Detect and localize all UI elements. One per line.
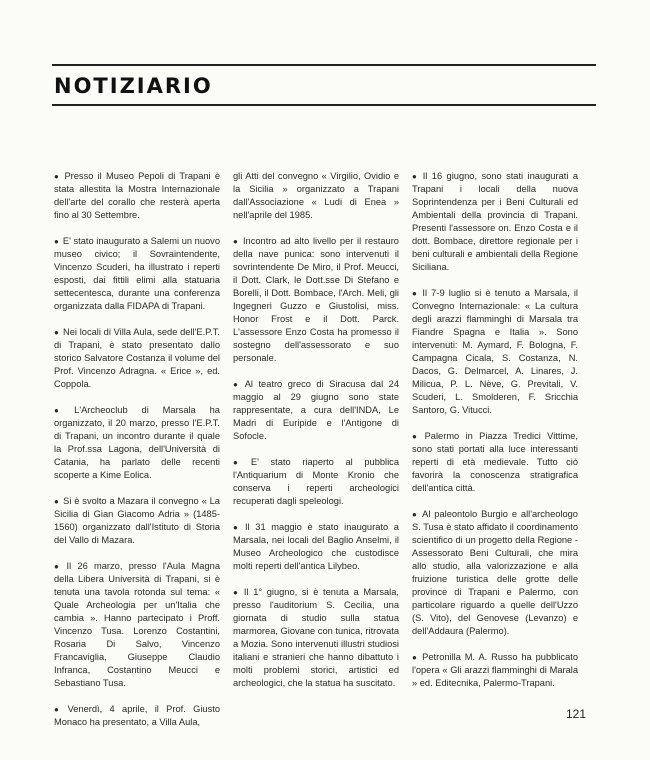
- news-item-text: E' stato riaperto al pubblica l'Antiquarium di Monte Kronio che conserva i reperti archeologici recuperati dagli speleologi.: [233, 457, 399, 506]
- news-item: [412, 287, 578, 417]
- news-item-text: Al paleontolo Burgio e all'archeologo S. Tusa è stato affidato il coordinamento scientifico di un progetto della Regione - Assessorato Beni Culturali, che mira allo studio, alla valorizzazione e alla fruizione turistica delle grotte delle province di Trapani e Palermo, con particolare riguardo a quelle dell'Uzzo (S. Vito), del Genovese (Levanzo) e dell'Addaura (Palermo).: [412, 509, 578, 636]
- news-item-text: Il 16 giugno, sono stati inaugurati a Trapani i locali della nuova Soprintendenza per i Beni Culturali ed Ambientali della provincia di Trapani. Presenti l'assessore on. Enzo Costa e il dott. Bombace, direttore regionale per i beni culturali e ambientali della Regione Siciliana.: [412, 171, 578, 272]
- news-item: [412, 508, 578, 638]
- bullet-icon: ●: [233, 237, 239, 246]
- news-item-text: Presso il Museo Pepoli di Trapani è stata allestita la Mostra Internazionale dell'arte del corallo che resterà aperta fino al 30 Settembre.: [54, 171, 220, 220]
- news-item: [412, 651, 578, 690]
- news-item-text: Petronilla M. A. Russo ha pubblicato l'opera « Gli arazzi flamminghi di Marala » ed. Editecnika, Palermo-Trapani.: [412, 652, 578, 688]
- news-item: [54, 560, 220, 690]
- bullet-icon: ●: [54, 497, 60, 506]
- news-item-text: Il 26 marzo, presso l'Aula Magna della Libera Università di Trapani, si è tenuta una tavola rotonda sul tema: « Quale Archeologia per un'Italia che cambia ». Hanno partecipato i Proff. Vincenzo Tusa. Lorenzo Costantini, Rosaria Di Salvo, Vincenzo Francaviglia, Giuseppe Claudio Infranca, Costantino Meucci e Sebastiano Tusa.: [54, 561, 220, 688]
- news-item-text: Palermo in Piazza Tredici Vittime, sono stati portati alla luce interessanti reperti di età medievale. Tutto ciò favorirà la conoscenza stratigrafica dell'antica città.: [412, 431, 578, 493]
- news-item-text: Incontro ad alto livello per il restauro della nave punica: sono intervenuti il sovrintendente De Miro, il Prof. Meucci, il Dott. Clark, le Dott.sse Di Stefano e Borelli, il Dott. Bombace, l'Arch. Meli, gli Ingegneri Guzzo e Giustolisi, miss. Honor Frost e il Dott. Parck. L'assessore Enzo Costa ha promesso il sostegno dell'assessorato e suo personale.: [233, 236, 399, 363]
- bullet-icon: ●: [54, 406, 71, 415]
- news-item: [233, 586, 399, 690]
- bullet-icon: ●: [54, 172, 61, 181]
- news-item-text: Si è svolto a Mazara il convegno « La Sicilia di Gian Giacomo Adria » (1485-1560) organizzato dall'Istituto di Storia del Vallo di Mazara.: [54, 496, 220, 545]
- news-item: [412, 430, 578, 495]
- news-item: [412, 170, 578, 274]
- news-item: [54, 170, 220, 222]
- column-3: [412, 170, 578, 703]
- news-item-text: Al teatro greco di Siracusa dal 24 maggio al 29 giugno sono state rappresentate, a cura dell'INDA, Le Madri di Euripide e l'Antigone di Sofocle.: [233, 379, 399, 441]
- news-item-text: L'Archeoclub di Marsala ha organizzato, il 20 marzo, presso l'E.P.T. di Trapani, un incontro durante il quale la Prof.ssa Lagona, dell'Università di Catania, ha parlato delle recenti scoperte a Kime Eolica.: [54, 405, 220, 480]
- news-item: [54, 703, 220, 729]
- bullet-icon: ●: [54, 237, 59, 246]
- news-item-text: Venerdì, 4 aprile, il Prof. Giusto Monaco ha presentato, a Villa Aula,: [54, 704, 221, 727]
- news-item: [54, 326, 220, 391]
- bullet-icon: ●: [233, 523, 241, 532]
- news-item: [233, 378, 399, 443]
- news-item: [54, 495, 220, 547]
- bullet-icon: ●: [412, 172, 419, 181]
- bullet-icon: ●: [412, 432, 421, 441]
- column-2: [233, 170, 399, 703]
- bullet-icon: ●: [233, 458, 247, 467]
- bullet-icon: ●: [54, 705, 64, 714]
- news-item: [233, 521, 399, 573]
- news-item: [233, 235, 399, 365]
- news-item-text: E' stato inaugurato a Salemi un nuovo museo civico; il Sovraintendente, Vincenzo Scuderi, ha illustrato i reperti esposti, dai fittili elimi alla statuaria settecentesca, durante una conferenza organizzata dalla FIDAPA di Trapani.: [54, 236, 220, 311]
- page-number: 121: [566, 707, 587, 721]
- news-item: [54, 404, 220, 482]
- news-item-text: Nei locali di Villa Aula, sede dell'E.P.T. di Trapani, è stato presentato dallo storico Salvatore Costanza il volume del Prof. Vincenzo Adragna. « Erice », ed. Coppola.: [54, 327, 220, 389]
- news-item-text: gli Atti del convegno « Virgilio, Ovidio e la Sicilia » organizzato a Trapani dall'Associazione « Ludi di Enea » nell'aprile del 1985.: [233, 171, 399, 220]
- news-item-text: Il 31 maggio è stato inaugurato a Marsala, nei locali del Baglio Anselmi, il Museo Archeologico che custodisce molti reperti dell'antica Lilybeo.: [233, 522, 399, 571]
- header-rule-top: [52, 64, 596, 66]
- bullet-icon: ●: [54, 328, 60, 337]
- bullet-icon: ●: [54, 562, 63, 571]
- page-title: NOTIZIARIO: [54, 74, 213, 98]
- news-item: [233, 456, 399, 508]
- bullet-icon: ●: [412, 289, 419, 298]
- bullet-icon: ●: [233, 588, 240, 597]
- header-rule-bottom: [52, 104, 596, 106]
- bullet-icon: ●: [412, 653, 419, 662]
- news-item-text: Il 7-9 luglio si è tenuto a Marsala, il Convegno Internazionale: « La cultura degli arazzi flamminghi di Marsala tra Fiandre Spagna e Italia ». Sono intervenuti: M. Aymard, F. Bologna, F. Campagna Cicala, S. Costanza, N. Dacos, G. Delmarcel, A. Linares, J. Milicua, P. L. Nève, G. Previtali, V. Scuderi, L. Smolderen, F. Sricchia Santoro, G. Vitucci.: [412, 288, 578, 415]
- bullet-icon: ●: [412, 510, 419, 519]
- column-1: [54, 170, 220, 742]
- news-item-text: Il 1° giugno, si è tenuta a Marsala, presso l'auditorium S. Cecilia, una giornata di studio sulla statua marmorea, Giovane con tunica, ritrovata a Mozia. Sono intervenuti illustri studiosi italiani e stranieri che hanno dibattuto i molti problemi storici, artistici ed archeologici, che la statua ha suscitato.: [233, 587, 400, 688]
- bullet-icon: ●: [233, 380, 241, 389]
- news-item: [54, 235, 220, 313]
- news-item: [233, 170, 399, 222]
